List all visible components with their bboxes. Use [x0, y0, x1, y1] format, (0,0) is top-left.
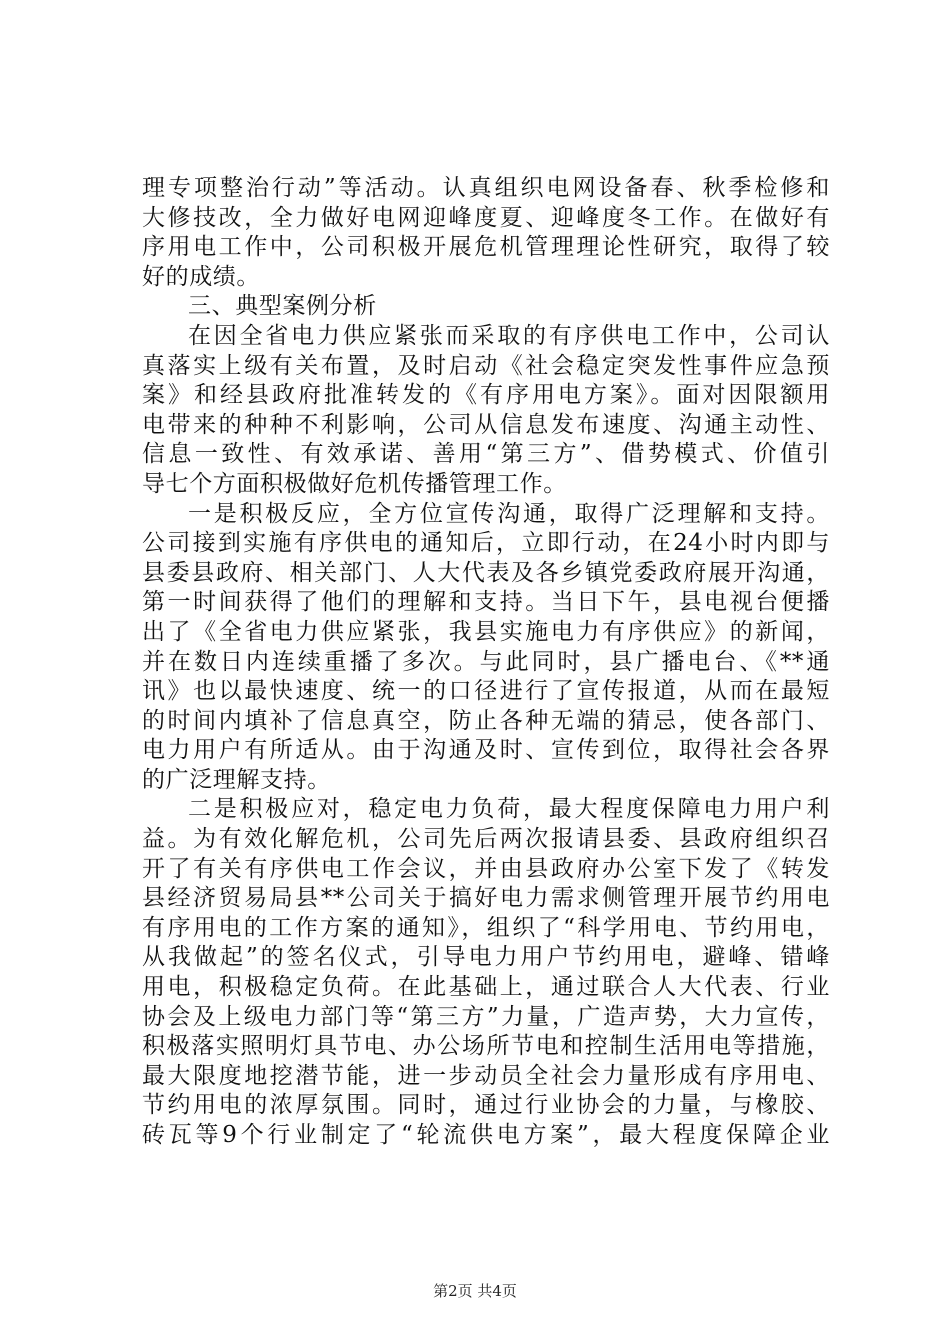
text-line: 序用电工作中，公司积极开展危机管理理论性研究，取得了较 [142, 234, 830, 261]
text-line: 一是积极反应，全方位宣传沟通，取得广泛理解和支持。 [188, 500, 830, 527]
text-line: 有序用电的工作方案的通知》，组织了“科学用电、节约用电， [142, 914, 830, 941]
text-line: 第一时间获得了他们的理解和支持。当日下午，县电视台便播 [142, 589, 830, 616]
text-line: 砖瓦等9个行业制定了“轮流供电方案”，最大程度保障企业 [142, 1122, 830, 1148]
text-line: 积极落实照明灯具节电、办公场所节电和控制生活用电等措施， [142, 1033, 830, 1060]
text-line: 的时间内填补了信息真空，防止各种无端的猜忌，使各部门、 [142, 707, 830, 734]
text-line: 电带来的种种不利影响，公司从信息发布速度、沟通主动性、 [142, 411, 830, 438]
text-line: 并在数日内连续重播了多次。与此同时，县广播电台、《**通 [142, 648, 830, 675]
text-line: 二是积极应对，稳定电力负荷，最大程度保障电力用户利 [188, 796, 830, 823]
text-line: 用电，积极稳定负荷。在此基础上，通过联合人大代表、行业 [142, 974, 830, 1001]
text-line: 协会及上级电力部门等“第三方”力量，广造声势，大力宣传， [142, 1003, 830, 1030]
text-line: 开了有关有序供电工作会议，并由县政府办公室下发了《转发 [142, 855, 830, 882]
text-line: 县经济贸易局县**公司关于搞好电力需求侧管理开展节约用电 [142, 885, 830, 912]
text-line: 讯》也以最快速度、统一的口径进行了宣传报道，从而在最短 [142, 678, 830, 705]
text-line: 最大限度地挖潜节能，进一步动员全社会力量形成有序用电、 [142, 1062, 830, 1089]
text-line: 导七个方面积极做好危机传播管理工作。 [142, 470, 567, 497]
text-line: 理专项整治行动”等活动。认真组织电网设备春、秋季检修和 [142, 175, 830, 201]
text-line: 信息一致性、有效承诺、善用“第三方”、借势模式、价值引 [142, 441, 830, 468]
text-line: 公司接到实施有序供电的通知后，立即行动，在24小时内即与 [142, 530, 830, 557]
text-line: 大修技改，全力做好电网迎峰度夏、迎峰度冬工作。在做好有 [142, 204, 830, 231]
text-line: 好的成绩。 [142, 263, 260, 290]
text-line: 益。为有效化解危机，公司先后两次报请县委、县政府组织召 [142, 826, 830, 853]
text-line: 案》和经县政府批准转发的《有序用电方案》。面对因限额用 [142, 382, 830, 409]
text-line: 在因全省电力供应紧张而采取的有序供电工作中，公司认 [188, 322, 830, 349]
text-line: 三、典型案例分析 [188, 293, 377, 320]
text-line: 出了《全省电力供应紧张，我县实施电力有序供应》的新闻， [142, 618, 830, 645]
text-line: 电力用户有所适从。由于沟通及时、宣传到位，取得社会各界 [142, 737, 830, 764]
text-line: 县委县政府、相关部门、人大代表及各乡镇党委政府展开沟通， [142, 559, 830, 586]
text-line: 真落实上级有关布置，及时启动《社会稳定突发性事件应急预 [142, 352, 830, 379]
text-line: 的广泛理解支持。 [142, 766, 331, 793]
text-line: 节约用电的浓厚氛围。同时，通过行业协会的力量，与橡胶、 [142, 1092, 830, 1119]
page-footer: 第2页 共4页 [433, 1282, 517, 1300]
text-line: 从我做起”的签名仪式，引导电力用户节约用电，避峰、错峰 [142, 944, 830, 971]
document-body [142, 174, 830, 1151]
